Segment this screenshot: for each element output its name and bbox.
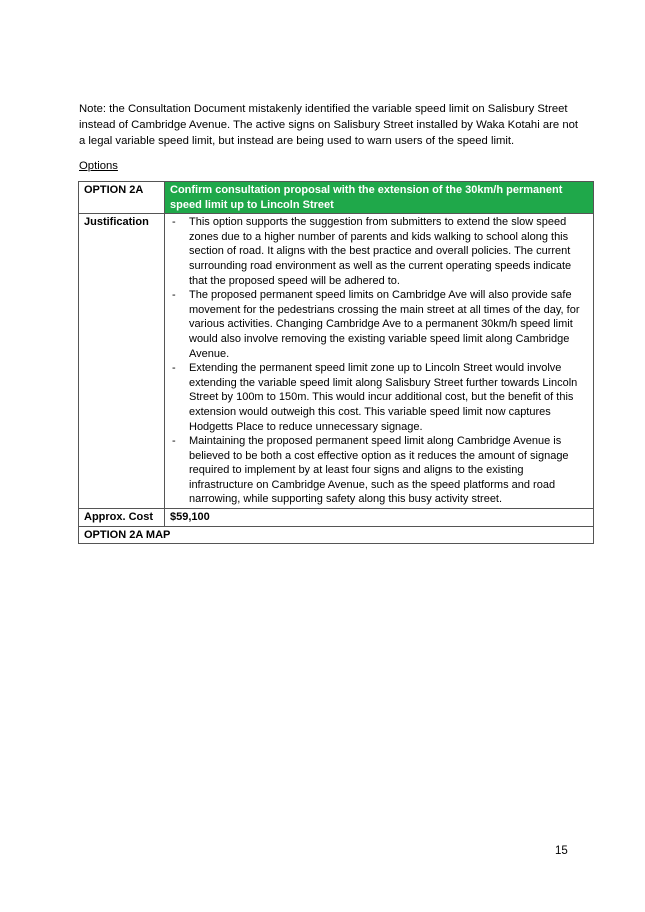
cost-value: $59,100	[165, 509, 594, 527]
cost-label: Approx. Cost	[79, 509, 165, 527]
consultation-note: Note: the Consultation Document mistakenly identified the variable speed limit on Salisbury Street instead of Cambridge Avenue. The active signs on Salisbury Street installed by Waka Kotahi are not a legal variable speed limit, but instead are being used to warn users of the speed limit.	[79, 103, 579, 148]
justification-item: - This option supports the suggestion from submitters to extend the slow speed zones due to a higher number of parents and kids walking to school along this section of road. It aligns with the best practice and overall policies. The current surrounding road environment as well as the current operating speeds indicate that the proposed speed will be adhered to.	[170, 215, 588, 288]
option-header-row	[79, 182, 594, 214]
justification-item: - Extending the permanent speed limit zone up to Lincoln Street would involve extending the variable speed limit along Salisbury Street further towards Lincoln Street by 100m to 150m. This would incur additional cost, but the benefit of this extension would outweigh this cost. This variable speed limit now captures Hodgetts Place to reduce unnecessary signage.	[170, 361, 588, 434]
map-row	[79, 526, 594, 544]
justification-item: - The proposed permanent speed limits on Cambridge Ave will also provide safe movement for the pedestrians crossing the main street at all times of the day, for various activities. Changing Cambridge Ave to a permanent 30km/h speed limit would also involve removing the existing variable speed limit along Cambridge Avenue.	[170, 288, 588, 361]
justification-label: Justification	[79, 214, 165, 509]
justification-row	[79, 214, 594, 509]
justification-list	[170, 215, 588, 507]
justification-cell	[165, 214, 594, 509]
option-2a-table	[78, 181, 594, 544]
option-title: Confirm consultation proposal with the extension of the 30km/h permanent speed limit up to Lincoln Street	[165, 182, 594, 214]
map-label: OPTION 2A MAP	[79, 526, 594, 544]
page-number: 15	[555, 845, 568, 857]
option-label: OPTION 2A	[79, 182, 165, 214]
options-heading: Options	[79, 160, 118, 172]
cost-row	[79, 509, 594, 527]
justification-item: - Maintaining the proposed permanent speed limit along Cambridge Avenue is believed to be both a cost effective option as it reduces the amount of signage required to implement by at least four signs and aligns to the existing infrastructure on Cambridge Avenue, such as the speed platforms and road narrowing, while supporting safety along this busy activity street.	[170, 434, 588, 507]
